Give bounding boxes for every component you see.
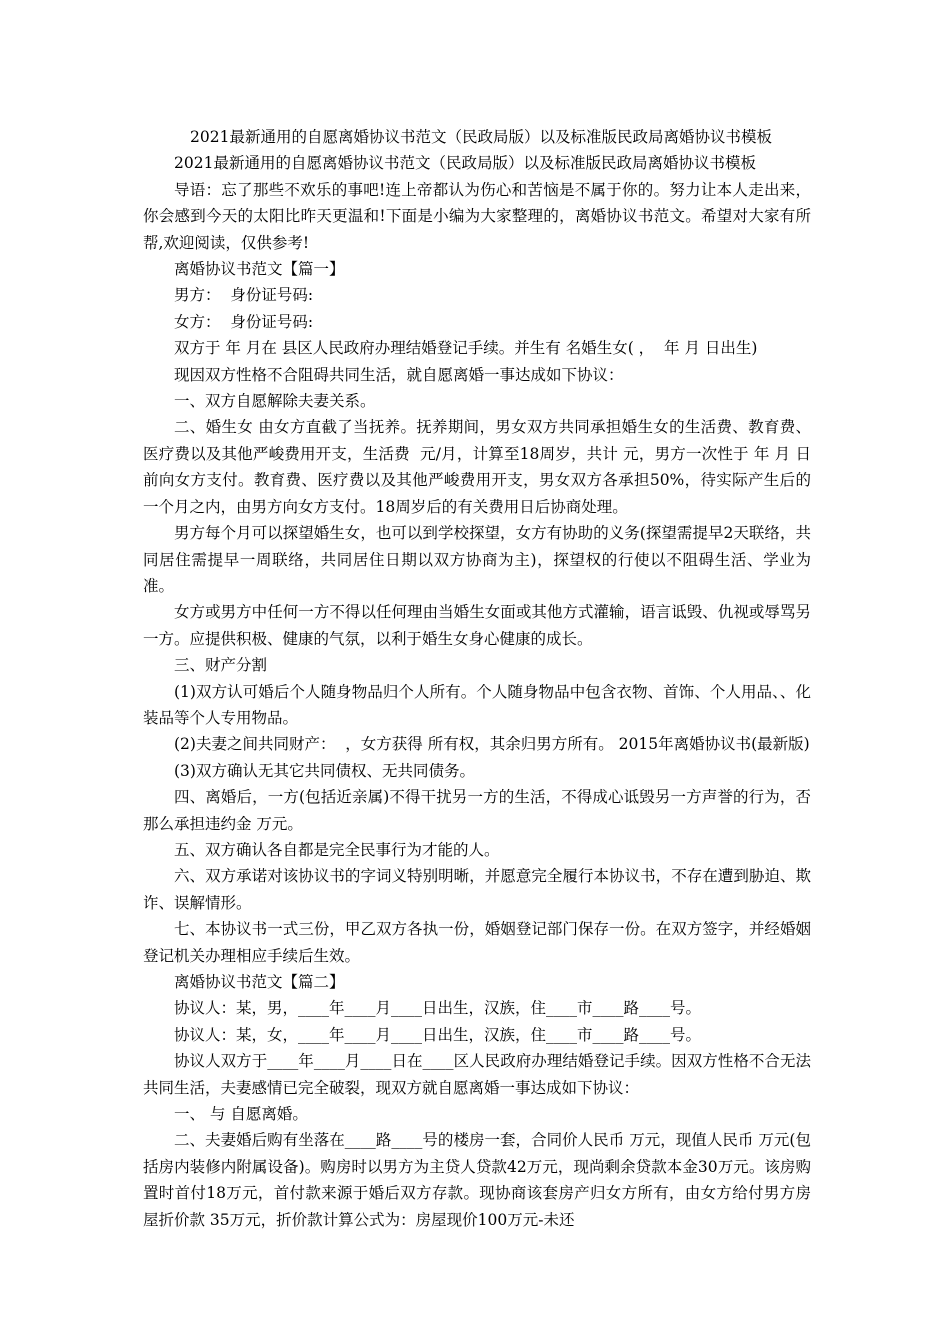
wife-id-line: 女方： 身份证号码:: [174, 312, 314, 331]
husband-id-line: 男方： 身份证号码:: [174, 286, 314, 305]
section-heading-part-two: 离婚协议书范文【篇二】: [174, 973, 345, 991]
clause-6: 六、双方承诺对该协议书的字词义特别明晰，并愿意完全履行本协议书，不存在遭到胁迫、欺诈、误解情形。: [143, 867, 811, 912]
intro-paragraph: 导语：忘了那些不欢乐的事吧!连上帝都认为伤心和苦恼是不属于你的。努力让本人走出来，你会感到今天的太阳比昨天更温和!下面是小编为大家整理的，离婚协议书范文。希望对大家有所帮,欢迎阅读，仅供参考!: [143, 180, 811, 252]
clause-3-heading: 三、财产分割: [174, 656, 268, 675]
clause-5: 五、双方确认各自都是完全民事行为才能的人。: [174, 840, 500, 859]
party-male-line: 协议人：某，男，____年____月____日出生，汉族，住____市____路____号。: [174, 999, 702, 1018]
agreement-intro-paragraph: 现因双方性格不合阻碍共同生活，就自愿离婚一事达成如下协议：: [174, 365, 624, 384]
document-subtitle: 2021最新通用的自愿离婚协议书范文（民政局版）以及标准版民政局离婚协议书模板: [174, 154, 756, 173]
section-heading-part-one: 离婚协议书范文【篇一】: [174, 260, 345, 279]
property-item-3: (3)双方确认无其它共同债权、无共同债务。: [174, 761, 475, 780]
clause-7: 七、本协议书一式三份，甲乙双方各执一份，婚姻登记部门保存一份。在双方签字，并经婚姻登记机关办理相应手续后生效。: [143, 920, 811, 965]
document-title: 2021最新通用的自愿离婚协议书范文（民政局版）以及标准版民政局离婚协议书模板: [190, 128, 772, 146]
part-two-clause-2: 二、夫妻婚后购有坐落在____路____号的楼房一套，合同价人民币 万元，现值人民币 万元(包括房内装修内附属设备)。购房时以男方为主贷人贷款42万元，现尚剩余贷款本金30万元。该房购置时首付18万元，首付款来源于婚后双方存款。现协商该套房产归女方所有，由女方给付男方房屋折价款 35万元，折价款计算公式为：房屋现价100万元-未还: [143, 1131, 811, 1229]
part-two-intro-paragraph: 协议人双方于____年____月____日在____区人民政府办理结婚登记手续。因双方性格不合无法共同生活，夫妻感情已完全破裂，现双方就自愿离婚一事达成如下协议：: [143, 1052, 811, 1097]
part-two-clause-1: 一、 与 自愿离婚。: [174, 1105, 308, 1124]
party-female-line: 协议人：某，女，____年____月____日出生，汉族，住____市____路____号。: [174, 1025, 702, 1044]
document-page: [143, 124, 811, 1233]
clause-4: 四、离婚后，一方(包括近亲属)不得干扰另一方的生活，不得成心诋毁另一方声誉的行为，否那么承担违约金 万元。: [143, 788, 811, 833]
no-defamation-paragraph: 女方或男方中任何一方不得以任何理由当婚生女面或其他方式灌输，语言诋毁、仇视或辱骂另一方。应提供积极、健康的气氛，以利于婚生女身心健康的成长。: [143, 603, 811, 648]
clause-2-custody: 二、婚生女 由女方直截了当抚养。抚养期间，男女双方共同承担婚生女的生活费、教育费、医疗费以及其他严峻费用开支，生活费 元/月，计算至18周岁，共计 元，男方一次性于 年 月 日前向女方支付。教育费、医疗费以及其他严峻费用开支，男女双方各承担50%，待实际产生后的一个月之内，由男方向女方支付。18周岁后的有关费用日后协商处理。: [143, 418, 811, 516]
property-item-1: (1)双方认可婚后个人随身物品归个人所有。个人随身物品中包含衣物、首饰、个人用品、、化装品等个人专用物品。: [143, 682, 811, 727]
visitation-paragraph: 男方每个月可以探望婚生女，也可以到学校探望，女方有协助的义务(探望需提早2天联络，共同居住需提早一周联络，共同居住日期以双方协商为主)，探望权的行使以不阻碍生活、学业为准。: [143, 524, 811, 595]
property-item-2: (2)夫妻之间共同财产： ，女方获得 所有权，其余归男方所有。 2015年离婚协议书(最新版): [174, 735, 810, 754]
clause-1: 一、双方自愿解除夫妻关系。: [174, 392, 376, 411]
marriage-registration-paragraph: 双方于 年 月在 县区人民政府办理结婚登记手续。并生有 名婚生女( ， 年 月 日出生): [174, 339, 758, 358]
